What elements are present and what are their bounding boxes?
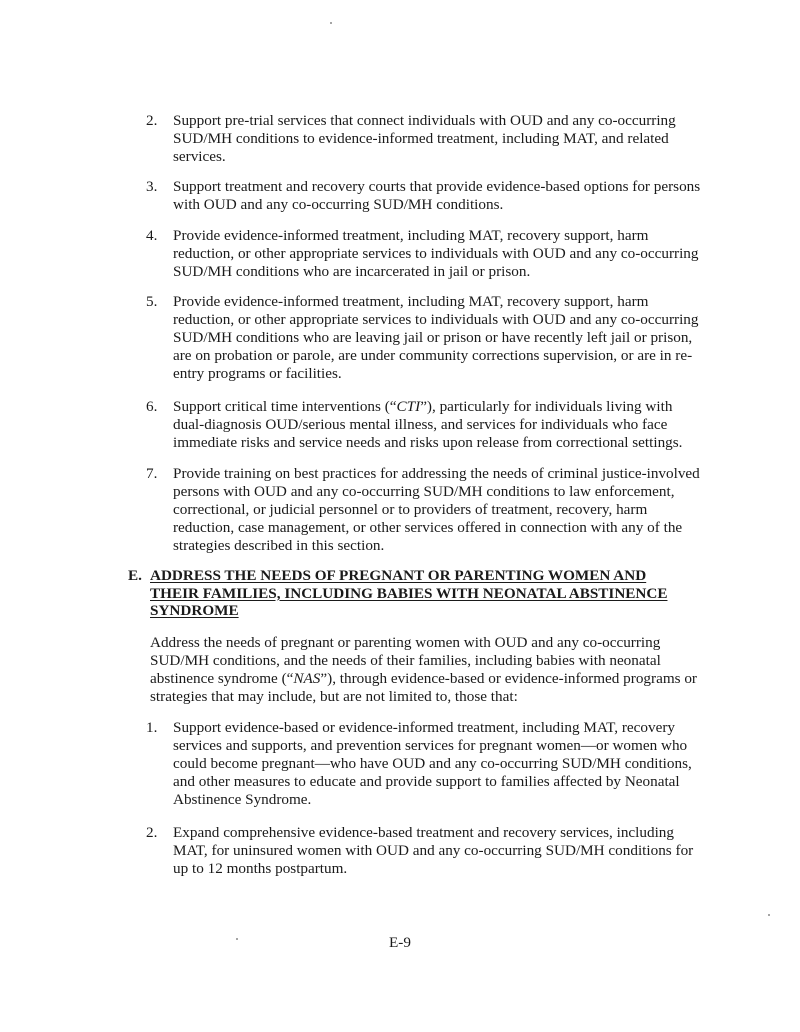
list-item-text (173, 398, 706, 452)
list-item (146, 112, 706, 166)
list-item-text: Provide evidence-informed treatment, including MAT, recovery support, harm reduction, or other appropriate services to individuals with OUD and any co-occurring SUD/MH conditions who are leaving jail or prison or have recently left jail or prison, are on probation or parole, are under community corrections supervision, or are in re-entry programs or facilities. (173, 293, 699, 382)
text-run: Address the needs of pregnant or parenting women with OUD and any co-occurring SUD/MH conditions, and the needs of their families, including babies with neonatal abstinence syndrome (“ (150, 634, 661, 687)
list-item (146, 178, 706, 214)
text-run-italic: CTI (396, 398, 421, 415)
list-item-text: Support treatment and recovery courts that provide evidence-based options for persons with OUD and any co-occurring SUD/MH conditions. (173, 178, 701, 213)
text-run: Support critical time interventions (“ (173, 398, 397, 415)
list-item-number: 2. (146, 824, 158, 841)
scan-speck (768, 914, 770, 916)
list-item (146, 293, 706, 383)
list-item-text: Support evidence-based or evidence-informed treatment, including MAT, recovery services and supports, and prevention services for pregnant women—or women who could become pregnant—who have OUD and any co-occurring SUD/MH conditions, and other measures to educate and provide support to families affected by Neonatal Abstinence Syndrome. (173, 719, 692, 808)
list-item (146, 719, 706, 809)
section-letter: E. (128, 567, 142, 584)
section-intro-paragraph (150, 634, 700, 706)
list-item-number: 6. (146, 398, 158, 415)
list-item-number: 4. (146, 227, 158, 244)
list-item-text: Provide evidence-informed treatment, including MAT, recovery support, harm reduction, or other appropriate services to individuals with OUD and any co-occurring SUD/MH conditions who are incarcerated in jail or prison. (173, 227, 699, 280)
list-item (146, 398, 706, 452)
scan-speck (236, 938, 238, 940)
list-item (146, 465, 706, 555)
list-item-number: 2. (146, 112, 158, 129)
list-item-text: Expand comprehensive evidence-based treatment and recovery services, including MAT, for uninsured women with OUD and any co-occurring SUD/MH conditions for up to 12 months postpartum. (173, 824, 694, 877)
text-run: ”), particularly for individuals living with dual-diagnosis OUD/serious mental illness, and services for individuals who face immediate risks and service needs and risks upon release from correctional settings. (173, 398, 683, 451)
text-run-italic: NAS (293, 670, 321, 687)
list-item-text: Provide training on best practices for addressing the needs of criminal justice-involved persons with OUD and any co-occurring SUD/MH conditions to law enforcement, correctional, or judicial personnel or to providers of treatment, recovery, harm reduction, case management, or other services offered in connection with any of the strategies described in this section. (173, 465, 700, 554)
list-item-number: 5. (146, 293, 158, 310)
section-heading (128, 567, 698, 620)
page-number: E-9 (389, 934, 411, 951)
list-item-number: 7. (146, 465, 158, 482)
list-item (146, 824, 706, 878)
scan-speck (330, 22, 332, 24)
list-item-number: 1. (146, 719, 158, 736)
list-item-number: 3. (146, 178, 158, 195)
list-item-text: Support pre-trial services that connect individuals with OUD and any co-occurring SUD/MH conditions to evidence-informed treatment, including MAT, and related services. (173, 112, 676, 165)
list-item (146, 227, 706, 281)
text-run: ”), through evidence-based or evidence-informed programs or strategies that may include, but are not limited to, those that: (150, 670, 697, 705)
section-title: ADDRESS THE NEEDS OF PREGNANT OR PARENTING WOMEN AND THEIR FAMILIES, INCLUDING BABIES WITH NEONATAL ABSTINENCE SYNDROME (150, 567, 668, 619)
